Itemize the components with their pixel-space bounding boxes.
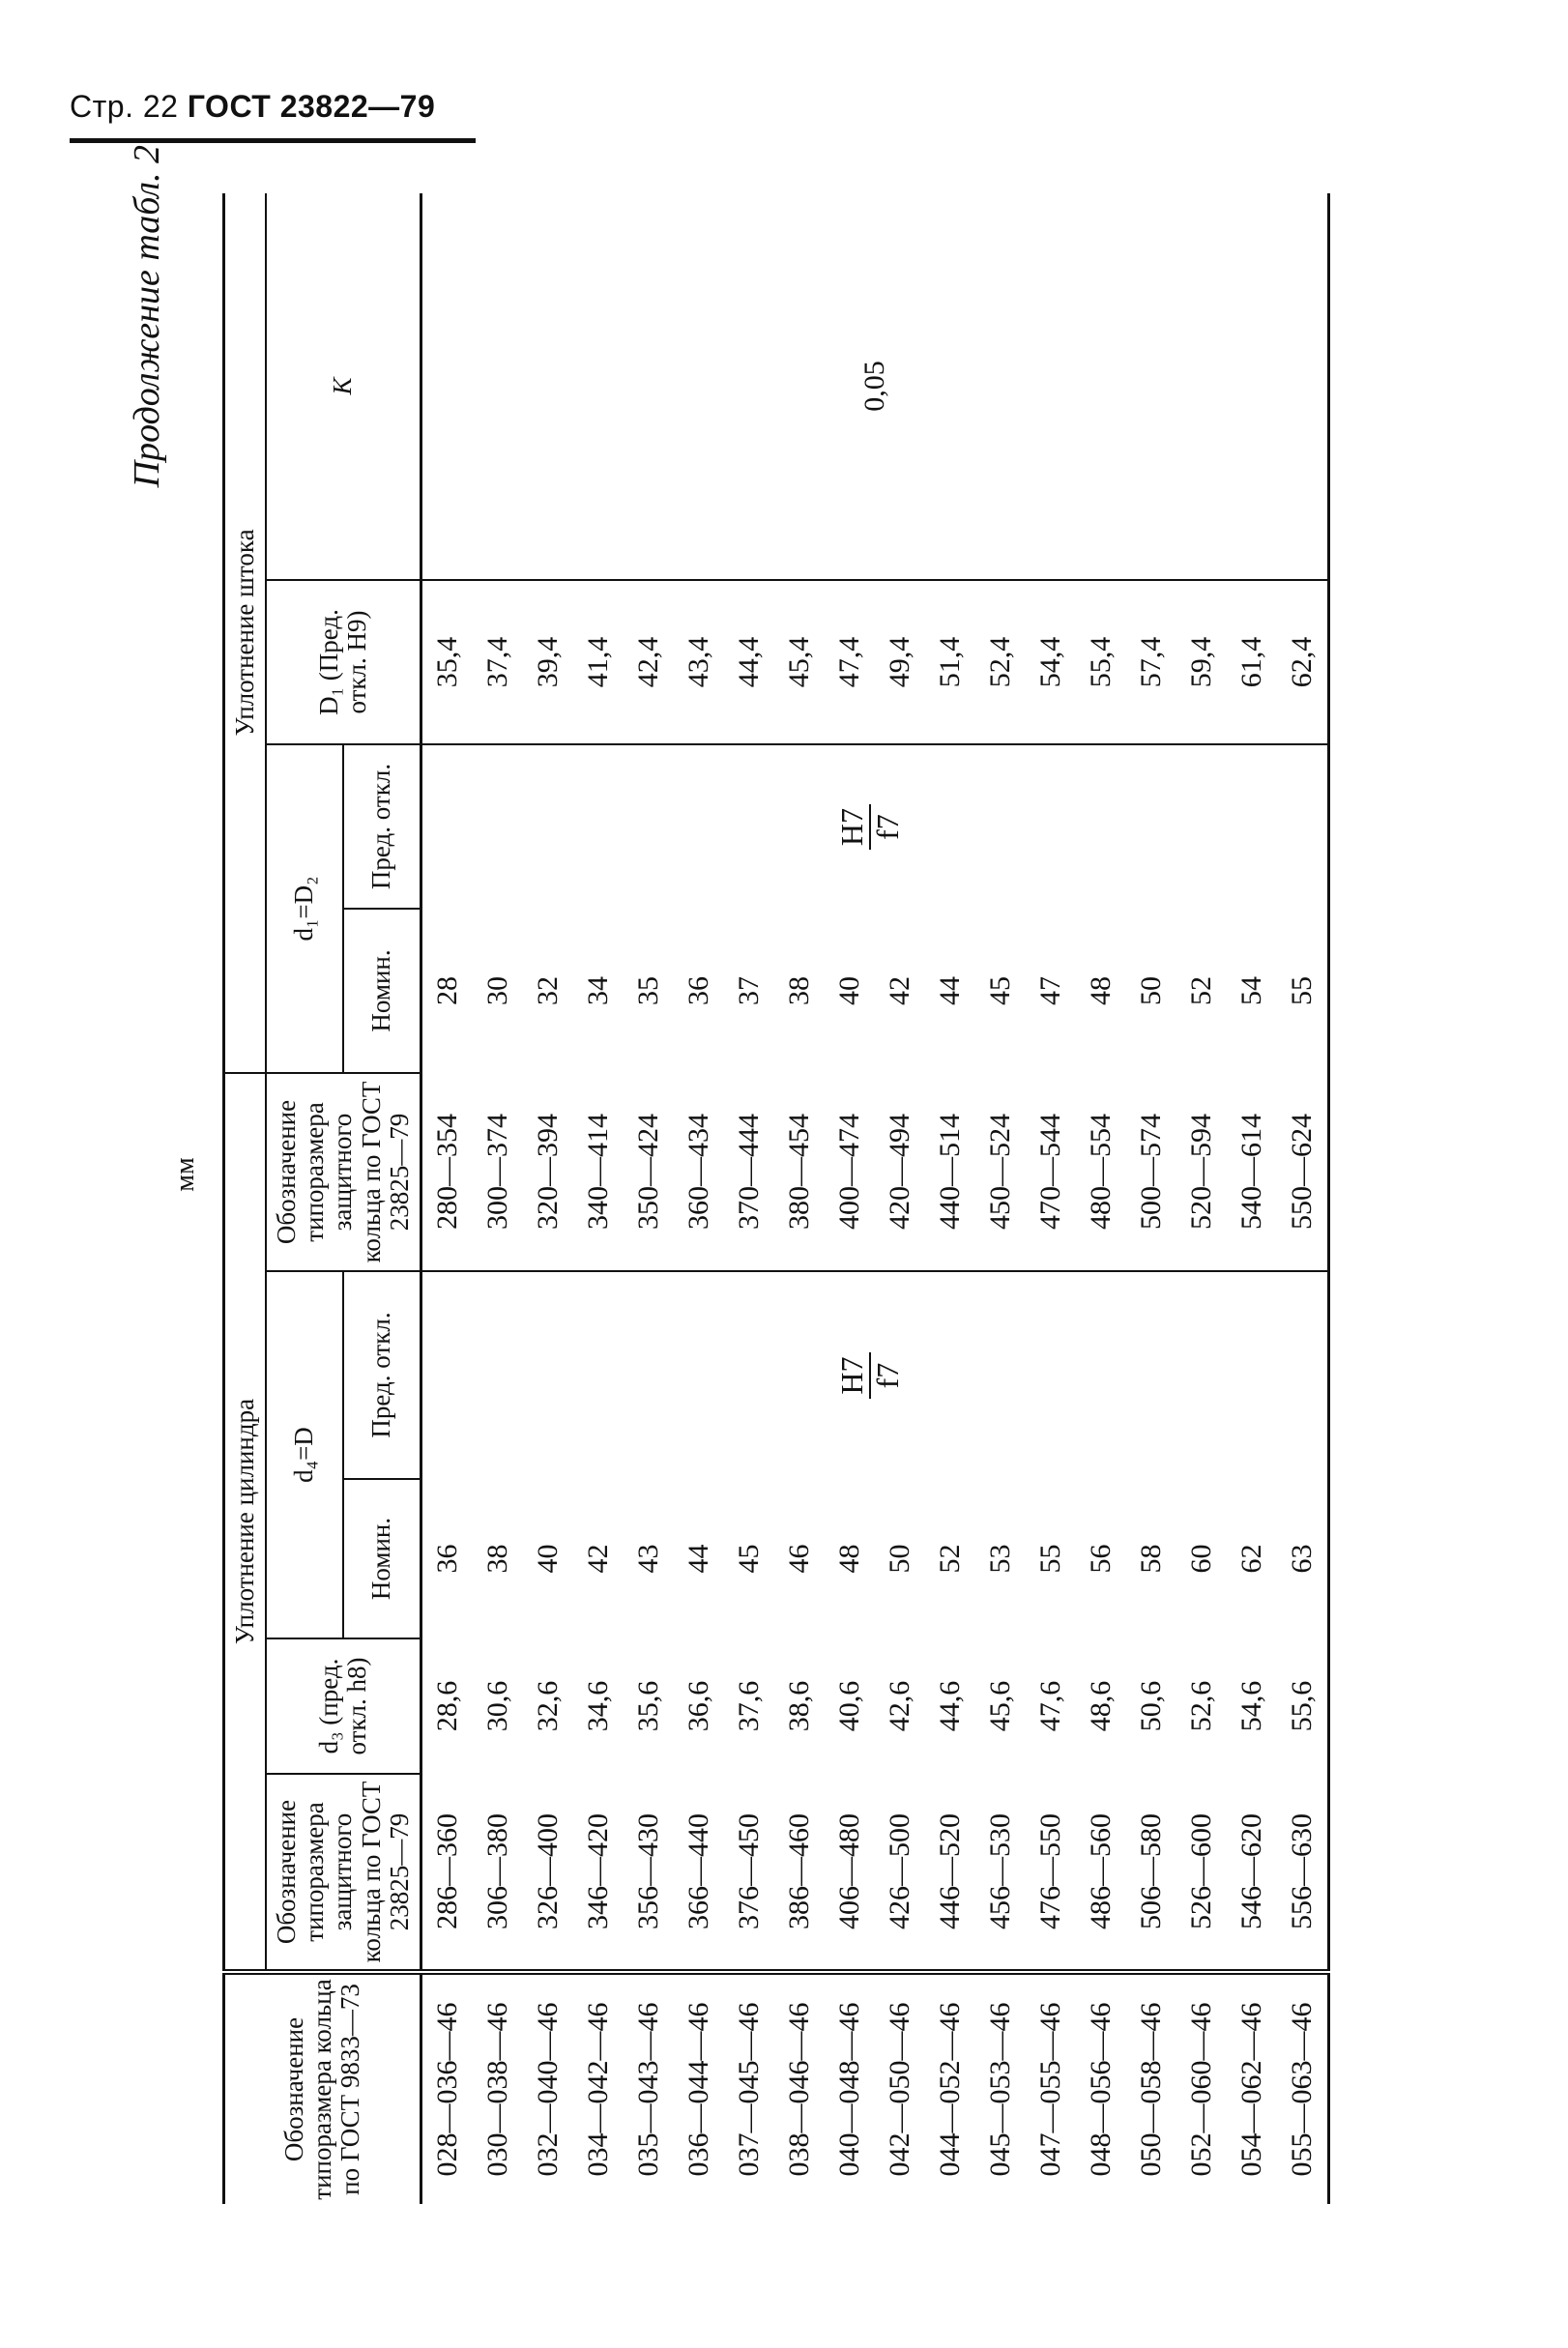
cell-d4-nom: 55	[1033, 1544, 1066, 1574]
cell-cyl-protect: 306—380	[473, 1774, 523, 1972]
cell-cyl-protect: 366—440	[674, 1774, 724, 1972]
unit-label: мм	[170, 1157, 200, 1192]
cell-d4-nom: 63	[1277, 1479, 1329, 1638]
cell-d1-nom: 54	[1234, 976, 1267, 1005]
cell-d4-nom: 36	[430, 1544, 463, 1574]
cell-D1: 45,4	[774, 580, 825, 744]
cell-cyl-protect: 356—430	[624, 1774, 674, 1972]
cell-d3: 40,6	[832, 1680, 865, 1732]
header-cyl-protect: Обозначение типоразмера защитного кольца по ГОСТ 23825—79	[266, 1774, 421, 1972]
cell-d3: 34,6	[581, 1680, 614, 1732]
cell-D1: 61,4	[1227, 580, 1277, 744]
cell-d1-nom: 42	[883, 976, 915, 1005]
cell-rod-protect: 480—554	[1076, 1073, 1126, 1271]
cell-rod-protect: 360—434	[674, 1073, 724, 1271]
cell-rod-protect: 420—494	[875, 1073, 925, 1271]
cell-D1: 37,4	[473, 580, 523, 744]
cell-d3: 50,6	[1134, 1680, 1167, 1732]
cell-ring: 054—062—46	[1234, 2002, 1267, 2177]
cell-d4-nom: 58	[1134, 1544, 1167, 1574]
cell-cyl-protect: 476—550	[1026, 1774, 1076, 1972]
cell-rod-protect: 400—474	[825, 1073, 875, 1271]
cell-d4-nom: 38	[480, 1544, 513, 1574]
cell-d4-nom: 56	[1084, 1544, 1117, 1574]
cell-d1-nom: 32	[531, 976, 564, 1005]
cell-rod-protect: 380—454	[774, 1073, 825, 1271]
cell-ring: 040—048—46	[832, 2002, 865, 2177]
header-K: K	[266, 193, 421, 580]
cell-d4-nom: 50	[883, 1544, 915, 1574]
cell-d4-nom: 45	[732, 1544, 765, 1574]
cell-ring: 045—053—46	[983, 2002, 1016, 2177]
cell-d1-nom: 47	[1033, 976, 1066, 1005]
cell-D1: 52,4	[975, 580, 1026, 744]
cell-d3: 35,6	[631, 1680, 664, 1732]
cell-rod-protect: 440—514	[925, 1073, 975, 1271]
cell-ring: 055—063—46	[1277, 1972, 1329, 2204]
header-d3: d₃ (пред. откл. h8)	[266, 1638, 421, 1774]
cell-d1-nom: 37	[732, 976, 765, 1005]
cell-K: 0,05	[421, 193, 1328, 580]
header-d4-nom: Номин.	[343, 1479, 421, 1638]
cell-ring: 044—052—46	[933, 2002, 966, 2177]
cell-d3: 38,6	[782, 1680, 815, 1732]
cell-cyl-protect: 486—560	[1076, 1774, 1126, 1972]
cell-cyl-protect: 406—480	[825, 1774, 875, 1972]
cell-cyl-protect: 446—520	[925, 1774, 975, 1972]
cell-rod-protect: 340—414	[573, 1073, 624, 1271]
cell-d3: 36,6	[682, 1680, 714, 1732]
cell-rod-protect: 300—374	[473, 1073, 523, 1271]
cell-D1: 44,4	[724, 580, 774, 744]
cell-d1-nom: 44	[933, 976, 966, 1005]
cell-cyl-protect: 556—630	[1277, 1774, 1329, 1972]
cell-d1-nom: 55	[1277, 909, 1329, 1073]
cell-D1: 62,4	[1277, 580, 1329, 744]
cell-rod-protect: 540—614	[1227, 1073, 1277, 1271]
cell-D1: 55,4	[1076, 580, 1126, 744]
cell-d1-nom: 34	[581, 976, 614, 1005]
cell-d4-nom: 53	[983, 1544, 1016, 1574]
cell-d3: 54,6	[1234, 1680, 1267, 1732]
fit-fraction	[835, 1352, 905, 1398]
cell-d3: 44,6	[933, 1680, 966, 1732]
cell-d3: 32,6	[531, 1680, 564, 1732]
cell-d1-nom: 52	[1184, 976, 1217, 1005]
cell-ring: 030—038—46	[480, 2002, 513, 2177]
header-rule	[70, 138, 476, 143]
cell-cyl-protect: 456—530	[975, 1774, 1026, 1972]
cell-cyl-protect: 376—450	[724, 1774, 774, 1972]
cell-d4-nom: 60	[1184, 1544, 1217, 1574]
cell-d4-nom: 48	[832, 1544, 865, 1574]
cell-ring: 037—045—46	[732, 2002, 765, 2177]
cell-d4-nom: 62	[1234, 1544, 1267, 1574]
header-d1-nom: Номин.	[343, 909, 421, 1073]
cell-d3: 42,6	[883, 1680, 915, 1732]
cell-D1: 35,4	[421, 580, 473, 744]
cell-d4-nom: 43	[631, 1544, 664, 1574]
cell-ring: 036—044—46	[682, 2002, 714, 2177]
cell-ring: 050—058—46	[1134, 2002, 1167, 2177]
cell-rod-protect: 470—544	[1026, 1073, 1076, 1271]
cell-cyl-protect: 386—460	[774, 1774, 825, 1972]
cell-ring: 035—043—46	[631, 2002, 664, 2177]
dimensions-table	[222, 193, 1330, 2204]
cell-D1: 59,4	[1176, 580, 1227, 744]
cell-ring: 047—055—46	[1033, 2002, 1066, 2177]
cell-ring: 032—040—46	[531, 2002, 564, 2177]
cell-d4-dev-fit	[421, 1271, 1328, 1479]
cell-d3: 28,6	[430, 1680, 463, 1732]
cell-rod-protect: 370—444	[724, 1073, 774, 1271]
standard-number: ГОСТ 23822—79	[187, 89, 436, 124]
cell-D1: 49,4	[875, 580, 925, 744]
cell-d4-nom: 40	[531, 1544, 564, 1574]
cell-rod-protect: 550—624	[1277, 1073, 1329, 1271]
cell-d3: 45,6	[983, 1680, 1016, 1732]
page-header	[70, 89, 435, 125]
table-body	[421, 193, 1328, 2204]
cell-d3: 48,6	[1084, 1680, 1117, 1732]
cell-rod-protect: 520—594	[1176, 1073, 1227, 1271]
cell-ring: 048—056—46	[1084, 2002, 1117, 2177]
cell-rod-protect: 450—524	[975, 1073, 1026, 1271]
fit-fraction	[835, 804, 905, 850]
cell-d1-nom: 48	[1084, 976, 1117, 1005]
cell-rod-protect: 500—574	[1126, 1073, 1176, 1271]
cell-d1-dev-fit	[421, 744, 1328, 909]
cell-ring: 038—046—46	[782, 2002, 815, 2177]
header-d1-group: d₁=D₂	[266, 744, 343, 1073]
cell-D1: 41,4	[573, 580, 624, 744]
cell-d4-nom: 52	[933, 1544, 966, 1574]
cell-d3: 47,6	[1033, 1680, 1066, 1732]
cell-d4-nom: 46	[782, 1544, 815, 1574]
cell-D1: 57,4	[1126, 580, 1176, 744]
cell-d3: 55,6	[1277, 1638, 1329, 1774]
header-cylinder-group: Уплотнение цилиндра	[224, 1073, 267, 1972]
cell-cyl-protect: 286—360	[421, 1774, 473, 1972]
table-row	[421, 193, 473, 2204]
cell-cyl-protect: 426—500	[875, 1774, 925, 1972]
cell-D1: 51,4	[925, 580, 975, 744]
header-d4-group: d₄=D	[266, 1271, 343, 1638]
cell-d3: 52,6	[1184, 1680, 1217, 1732]
cell-d1-nom: 40	[832, 976, 865, 1005]
cell-d1-nom: 28	[430, 976, 463, 1005]
cell-d1-nom: 38	[782, 976, 815, 1005]
header-d1-dev: Пред. откл.	[343, 744, 421, 909]
cell-ring: 028—036—46	[430, 2002, 463, 2177]
cell-D1: 39,4	[523, 580, 573, 744]
cell-D1: 47,4	[825, 580, 875, 744]
table-caption: Продолжение табл. 2	[127, 145, 167, 488]
cell-ring: 042—050—46	[883, 2002, 915, 2177]
cell-d1-nom: 30	[480, 976, 513, 1005]
cell-d1-nom: 35	[631, 976, 664, 1005]
header-d4-dev: Пред. откл.	[343, 1271, 421, 1479]
cell-d3: 37,6	[732, 1680, 765, 1732]
cell-rod-protect: 280—354	[421, 1073, 473, 1271]
header-ring-type: Обозначение типоразмера кольца по ГОСТ 9833—73	[224, 1972, 421, 2204]
cell-D1: 54,4	[1026, 580, 1076, 744]
cell-ring: 034—042—46	[581, 2002, 614, 2177]
page-label: Стр. 22	[70, 89, 179, 124]
cell-ring: 052—060—46	[1184, 2002, 1217, 2177]
header-D1: D₁ (Пред. откл. H9)	[266, 580, 421, 744]
fit-denominator: f7	[870, 1362, 906, 1389]
cell-cyl-protect: 506—580	[1126, 1774, 1176, 1972]
header-rod-group: Уплотнение штока	[224, 193, 267, 1073]
cell-D1: 42,4	[624, 580, 674, 744]
fit-denominator: f7	[870, 814, 906, 840]
cell-rod-protect: 350—424	[624, 1073, 674, 1271]
header-rod-protect: Обозначение типоразмера защитного кольца по ГОСТ 23825—79	[266, 1073, 421, 1271]
cell-d1-nom: 45	[983, 976, 1016, 1005]
cell-rod-protect: 320—394	[523, 1073, 573, 1271]
fit-numerator: H7	[835, 1352, 871, 1398]
fit-numerator: H7	[835, 804, 871, 850]
cell-d4-nom: 44	[682, 1544, 714, 1574]
rotated-table-area	[126, 145, 1411, 2204]
cell-cyl-protect: 346—420	[573, 1774, 624, 1972]
cell-d3: 30,6	[480, 1680, 513, 1732]
cell-d1-nom: 50	[1134, 976, 1167, 1005]
cell-cyl-protect: 546—620	[1227, 1774, 1277, 1972]
cell-d4-nom: 42	[581, 1544, 614, 1574]
cell-d1-nom: 36	[682, 976, 714, 1005]
cell-cyl-protect: 526—600	[1176, 1774, 1227, 1972]
cell-D1: 43,4	[674, 580, 724, 744]
cell-cyl-protect: 326—400	[523, 1774, 573, 1972]
